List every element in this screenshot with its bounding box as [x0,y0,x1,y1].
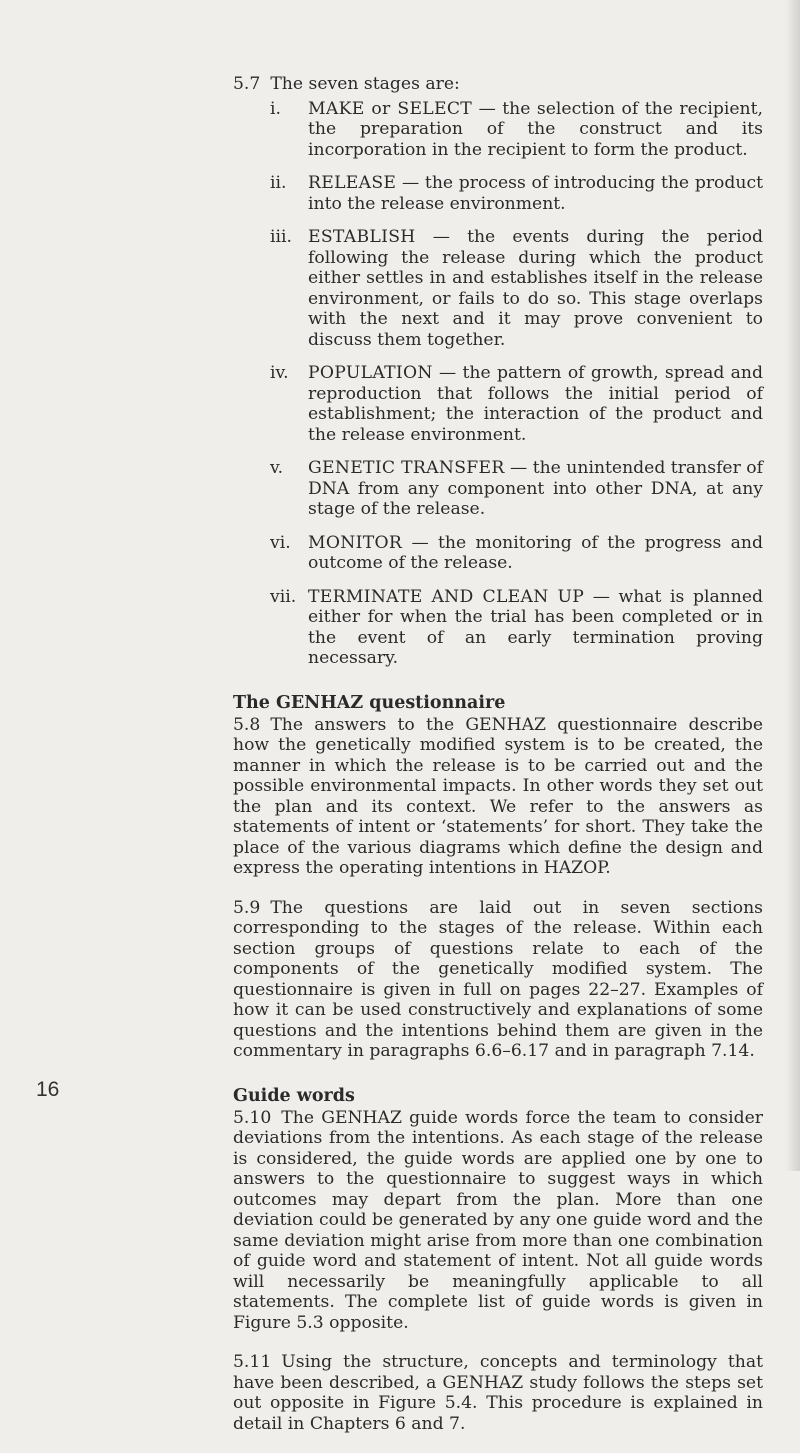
paragraph-text: The questions are laid out in seven sections corresponding to the stages of the release. Within each section groups of questions relate to each of the components of the genetically modified system. The questionnaire is given in full on pages 22–27. Examples of how it can be used constructively and explanations of some questions and the intentions behind them are given in the commentary in paragraphs 6.6–6.17 and in paragraph 7.14. [233,897,763,1061]
stage-numeral: ii. [270,173,287,193]
stage-term: MONITOR [308,532,403,553]
page-content [233,74,763,1453]
stage-term: GENETIC TRANSFER [308,458,505,478]
stage-numeral: v. [270,458,284,478]
intro-text: The seven stages are: [270,74,460,94]
paragraph-number: 5.10 [233,1107,272,1128]
stage-description: — the pattern of growth, spread and reproduction that follows the initial period of establishment; the interaction of the product and the release environment. [308,363,763,445]
paragraph [233,1352,763,1434]
stage-item [233,227,763,350]
page-number: 16 [36,1078,60,1101]
stage-item [233,458,763,520]
stage-item [233,99,763,161]
stage-term: MAKE or SELECT [308,98,473,119]
paragraph-number: 5.7 [233,74,261,94]
stage-numeral: iii. [270,227,292,247]
page-edge-shadow [786,0,800,1171]
stage-description: — the process of introducing the product into the release environment. [308,173,763,214]
paragraph-number: 5.8 [233,714,261,735]
stage-description: — the selection of the recipient, the preparation of the construct and its incorporation in the recipient to form the product. [308,98,763,160]
section-heading-genhaz-questionnaire: The GENHAZ questionnaire [233,692,506,713]
paragraph-text: The answers to the GENHAZ questionnaire describe how the genetically modified system is to be created, the manner in which the release is to be carried out and the possible environmental impacts. In other words they set out the plan and its context. We refer to the answers as statements of intent or ‘statements’ for short. They take the place of the various diagrams which define the design and express the operating intentions in HAZOP. [233,714,763,878]
stage-description: — the monitoring of the progress and outcome of the release. [308,532,763,573]
paragraph-number: 5.9 [233,897,261,918]
stages-list [233,99,763,669]
stage-term: TERMINATE AND CLEAN UP [308,586,585,607]
stage-numeral: iv. [270,363,289,383]
paragraph-text: Using the structure, concepts and terminology that have been described, a GENHAZ study follows the steps set out opposite in Figure 5.4. This procedure is explained in detail in Chapters 6 and 7. [233,1352,763,1434]
stage-term: POPULATION [308,363,433,383]
stage-numeral: i. [270,98,281,119]
paragraph [233,898,763,1062]
stage-item [233,533,763,574]
stages-intro [233,74,763,95]
stage-description: — the events during the period following the release during which the product either settles in and establishes itself in the release environment, or fails to do so. This stage overlaps with the next and it may prove convenient to discuss them together. [308,227,763,350]
stage-description: — what is planned either for when the trial has been completed or in the event of an early termination proving necessary. [308,586,763,668]
stage-item [233,363,763,445]
stage-numeral: vii. [270,586,297,607]
stage-description: — the unintended transfer of DNA from any component into other DNA, at any stage of the release. [308,458,763,519]
stage-item [233,173,763,214]
section-heading-guide-words: Guide words [233,1085,355,1106]
paragraph-text: The GENHAZ guide words force the team to consider deviations from the intentions. As each stage of the release is considered, the guide words are applied one by one to answers to the questionnaire to suggest ways in which outcomes may depart from the plan. More than one deviation could be generated by any one guide word and the same deviation might arise from more than one combination of guide word and statement of intent. Not all guide words will necessarily be meaningfully applicable to all statements. The complete list of guide words is given in Figure 5.3 opposite. [233,1107,763,1333]
stage-term: RELEASE [308,173,397,193]
stage-numeral: vi. [270,532,291,553]
paragraph [233,1108,763,1334]
paragraph-number: 5.11 [233,1352,272,1372]
stage-term: ESTABLISH [308,227,416,247]
stage-item [233,587,763,669]
paragraph [233,715,763,879]
